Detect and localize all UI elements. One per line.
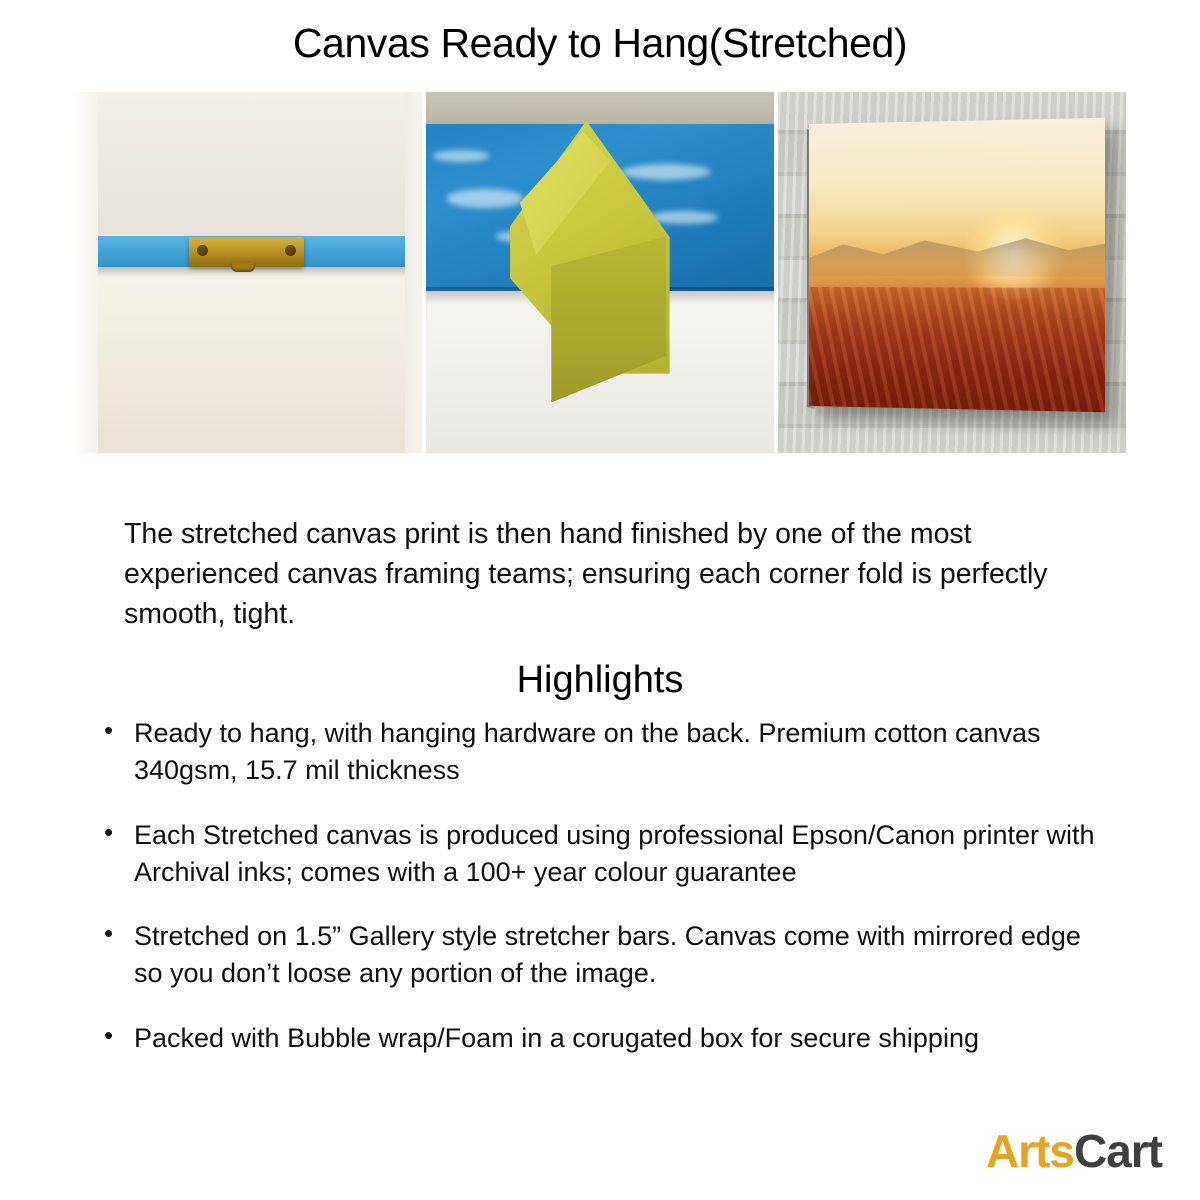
list-item: • Stretched on 1.5” Gallery style stretcher bars. Canvas come with mirrored edge so you don’t loose any portion of the image. <box>100 918 1115 993</box>
list-item: • Ready to hang, with hanging hardware on the back. Premium cotton canvas 340gsm, 15.7 mil thickness <box>100 715 1115 790</box>
brand-logo <box>986 1124 1162 1178</box>
canvas-right-edge <box>405 92 422 453</box>
canvas-back-panel-top <box>74 92 422 236</box>
brand-logo-arts: Arts <box>985 1125 1074 1177</box>
canvas-artwork <box>809 118 1105 412</box>
photo-strip <box>74 92 1126 453</box>
canvas-top-strip <box>426 92 774 124</box>
canvas-corner-fold-image <box>426 92 774 453</box>
field-texture <box>809 288 1105 413</box>
cloud-shape <box>649 211 719 224</box>
canvas-on-wall-image <box>778 92 1126 453</box>
brand-logo-cart: Cart <box>1073 1125 1162 1177</box>
canvas-back-hanging-hardware-image <box>74 92 422 453</box>
cloud-shape <box>447 189 524 207</box>
page-title: Canvas Ready to Hang(Stretched) <box>292 20 908 66</box>
highlights-list <box>100 715 1115 1084</box>
highlights-heading: Highlights <box>516 658 684 701</box>
list-item: • Each Stretched canvas is produced using professional Epson/Canon printer with Archival inks; comes with a 100+ year colour guarantee <box>100 817 1115 892</box>
hanging-hardware-notch <box>231 263 255 272</box>
description-paragraph: The stretched canvas print is then hand finished by one of the most experienced canvas framing teams; ensuring each corner fold is perfectly smooth, tight. <box>124 517 1048 631</box>
canvas-back-panel-bottom <box>74 267 422 453</box>
canvas-left-edge <box>74 92 98 453</box>
list-item: • Packed with Bubble wrap/Foam in a corugated box for secure shipping <box>100 1020 1115 1057</box>
